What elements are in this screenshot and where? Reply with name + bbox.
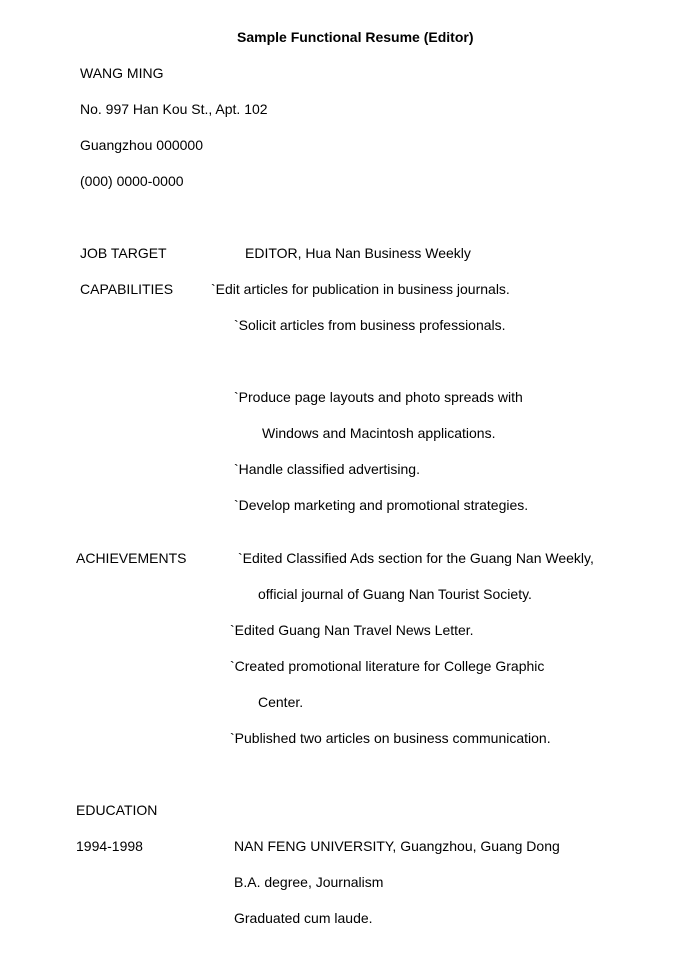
achievement-item-continued: official journal of Guang Nan Tourist Society. xyxy=(258,586,532,602)
capability-item: `Edit articles for publication in business journals. xyxy=(211,281,510,297)
capability-item: `Handle classified advertising. xyxy=(234,461,420,477)
education-years: 1994-1998 xyxy=(76,838,143,854)
education-label: EDUCATION xyxy=(76,802,158,818)
contact-name: WANG MING xyxy=(80,65,164,81)
education-honors: Graduated cum laude. xyxy=(234,910,373,926)
achievement-item: `Published two articles on business communication. xyxy=(230,730,551,746)
contact-city: Guangzhou 000000 xyxy=(80,137,203,153)
capability-item: `Solicit articles from business professionals. xyxy=(234,317,506,333)
capability-item: `Develop marketing and promotional strategies. xyxy=(234,497,529,513)
achievement-item: `Created promotional literature for College Graphic xyxy=(230,658,545,674)
achievement-item: `Edited Classified Ads section for the Guang Nan Weekly, xyxy=(238,550,594,566)
achievement-item: `Edited Guang Nan Travel News Letter. xyxy=(230,622,474,638)
achievements-label: ACHIEVEMENTS xyxy=(76,550,187,566)
job-target-value: EDITOR, Hua Nan Business Weekly xyxy=(245,245,471,261)
capability-item-continued: Windows and Macintosh applications. xyxy=(262,425,496,441)
education-degree: B.A. degree, Journalism xyxy=(234,874,384,890)
job-target-label: JOB TARGET xyxy=(80,245,167,261)
capabilities-label: CAPABILITIES xyxy=(80,281,174,297)
education-school: NAN FENG UNIVERSITY, Guangzhou, Guang Dong xyxy=(234,838,560,854)
page-title: Sample Functional Resume (Editor) xyxy=(237,29,474,45)
capability-item: `Produce page layouts and photo spreads with xyxy=(234,389,523,405)
contact-phone: (000) 0000-0000 xyxy=(80,173,184,189)
contact-address: No. 997 Han Kou St., Apt. 102 xyxy=(80,101,268,117)
achievement-item-continued: Center. xyxy=(258,694,304,710)
